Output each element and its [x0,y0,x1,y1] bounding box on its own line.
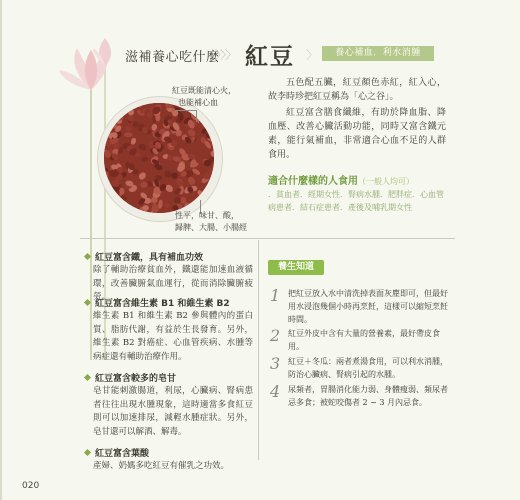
tip-number: 1 [270,286,281,305]
bean-shape [124,132,133,137]
page-title: 紅豆 [245,44,295,70]
diamond-bullet-icon [84,253,91,260]
callout-bottom [175,210,247,234]
section-4-heading-text: 紅豆富含葉酸 [95,449,150,459]
page-number: 020 [22,481,40,491]
section-4-body: 產婦、奶媽多吃紅豆有催乳之功效。 [93,461,230,471]
benefit-tag: 養心補血．利水消腫 [322,46,434,61]
callout-top-line-2: 也能補心血 [178,98,218,107]
suitable-subtitle: （一般人均可） [358,177,414,186]
section-3-heading-text: 紅豆富含較多的皂甘 [95,374,177,384]
tip-text: 紅豆外皮中含有大量的營養素，最好帶皮食用。 [288,329,440,351]
intro-paragraph-1: 五色配五臟，紅豆顏色赤紅，紅入心，故李時珍把紅豆稱為「心之谷」。 [268,78,446,102]
tip-text: 紅豆＋冬瓜：兩者煮湯食用，可以利水消腫，防治心臟病、腎病引起的水腫。 [288,357,448,379]
section-2-heading [85,296,230,309]
suitable-list: ．貧血者．經期女性．腎病水腫．肥胖症．心血管病患者．結石症患者．產後及哺乳期女性 [268,190,444,212]
callout-top-line-1: 紅豆既能清心火， [172,86,236,95]
header-lead-text: 滋補養心吃什麼 [125,50,220,65]
callout-bottom-line-2: 歸脾、大腸、小腸經 [175,223,247,232]
bean-shape [155,114,160,122]
section-2-heading-text: 紅豆富含維生素 B1 和維生素 B2 [95,299,230,309]
tip-number: 2 [270,326,281,345]
diamond-bullet-icon [84,374,91,381]
tip-text: 尿頻者，胃腸消化能力弱、身體瘦弱、頻尿者忌多食；被蛇咬傷者 2 ~ 3 月內忌食。 [288,385,448,407]
red-bean-image [104,103,214,213]
bean-shape [208,199,214,207]
suitable-title [268,172,414,187]
header-arrow-end: 〉 [306,48,319,62]
tip-number: 3 [270,354,281,373]
section-1-heading-text: 紅豆富含鐵，具有補血功效 [95,253,204,263]
diamond-bullet-icon [84,299,91,306]
tips-heading: 養生知道 [268,260,324,275]
section-3-body: 皂甘能刺激腸道，利尿，心臟病、腎病患者往往出現水腫現象，這時適當多食紅豆則可以加速排尿，減輕水腫症狀。另外，皂甘還可以解酒、解毒。 [93,386,253,437]
section-4-heading [85,446,149,459]
section-1-body: 除了輔助治療貧血外，鐵還能加速血液循環，改善臟腑氣血運行，從而消除臟腑疲勞。 [93,265,253,302]
tip-number: 4 [270,382,281,401]
red-bean-texture [104,103,214,213]
suitable-title-text: 適合什麼樣的人食用 [268,176,358,187]
page-edge [0,0,2,500]
bean-shape [143,205,149,211]
intro-paragraph-2: 紅豆富含膳食纖維，有助於降血脂、降血壓、改善心臟活動功能，同時又富含鐵元素，能行氣補血，非常適合心血不足的人群食用。 [268,108,446,160]
section-3-heading [85,371,176,384]
section-2-body: 維生素 B1 和維生素 B2 參與體內的蛋白質、脂肪代謝，有益於生長發育。另外，維生素 B2 對癌症、心血管疾病、水腫等病症還有輔助治療作用。 [93,311,253,362]
callout-bottom-line-1: 性平，味甘、酸， [175,211,239,220]
callout-line-top-h [176,110,196,111]
header-arrows: 〉〉〉 [215,48,237,62]
section-1-heading [85,250,203,263]
section-divider [80,238,455,239]
callout-top [172,85,236,109]
callout-line-top [196,110,197,122]
diamond-bullet-icon [84,449,91,456]
tip-text: 把紅豆放入水中清洗掉表面灰塵即可，但最好用水浸泡幾個小時再烹飪，這樣可以縮短烹飪時間。 [288,289,448,324]
column-divider [258,240,259,460]
